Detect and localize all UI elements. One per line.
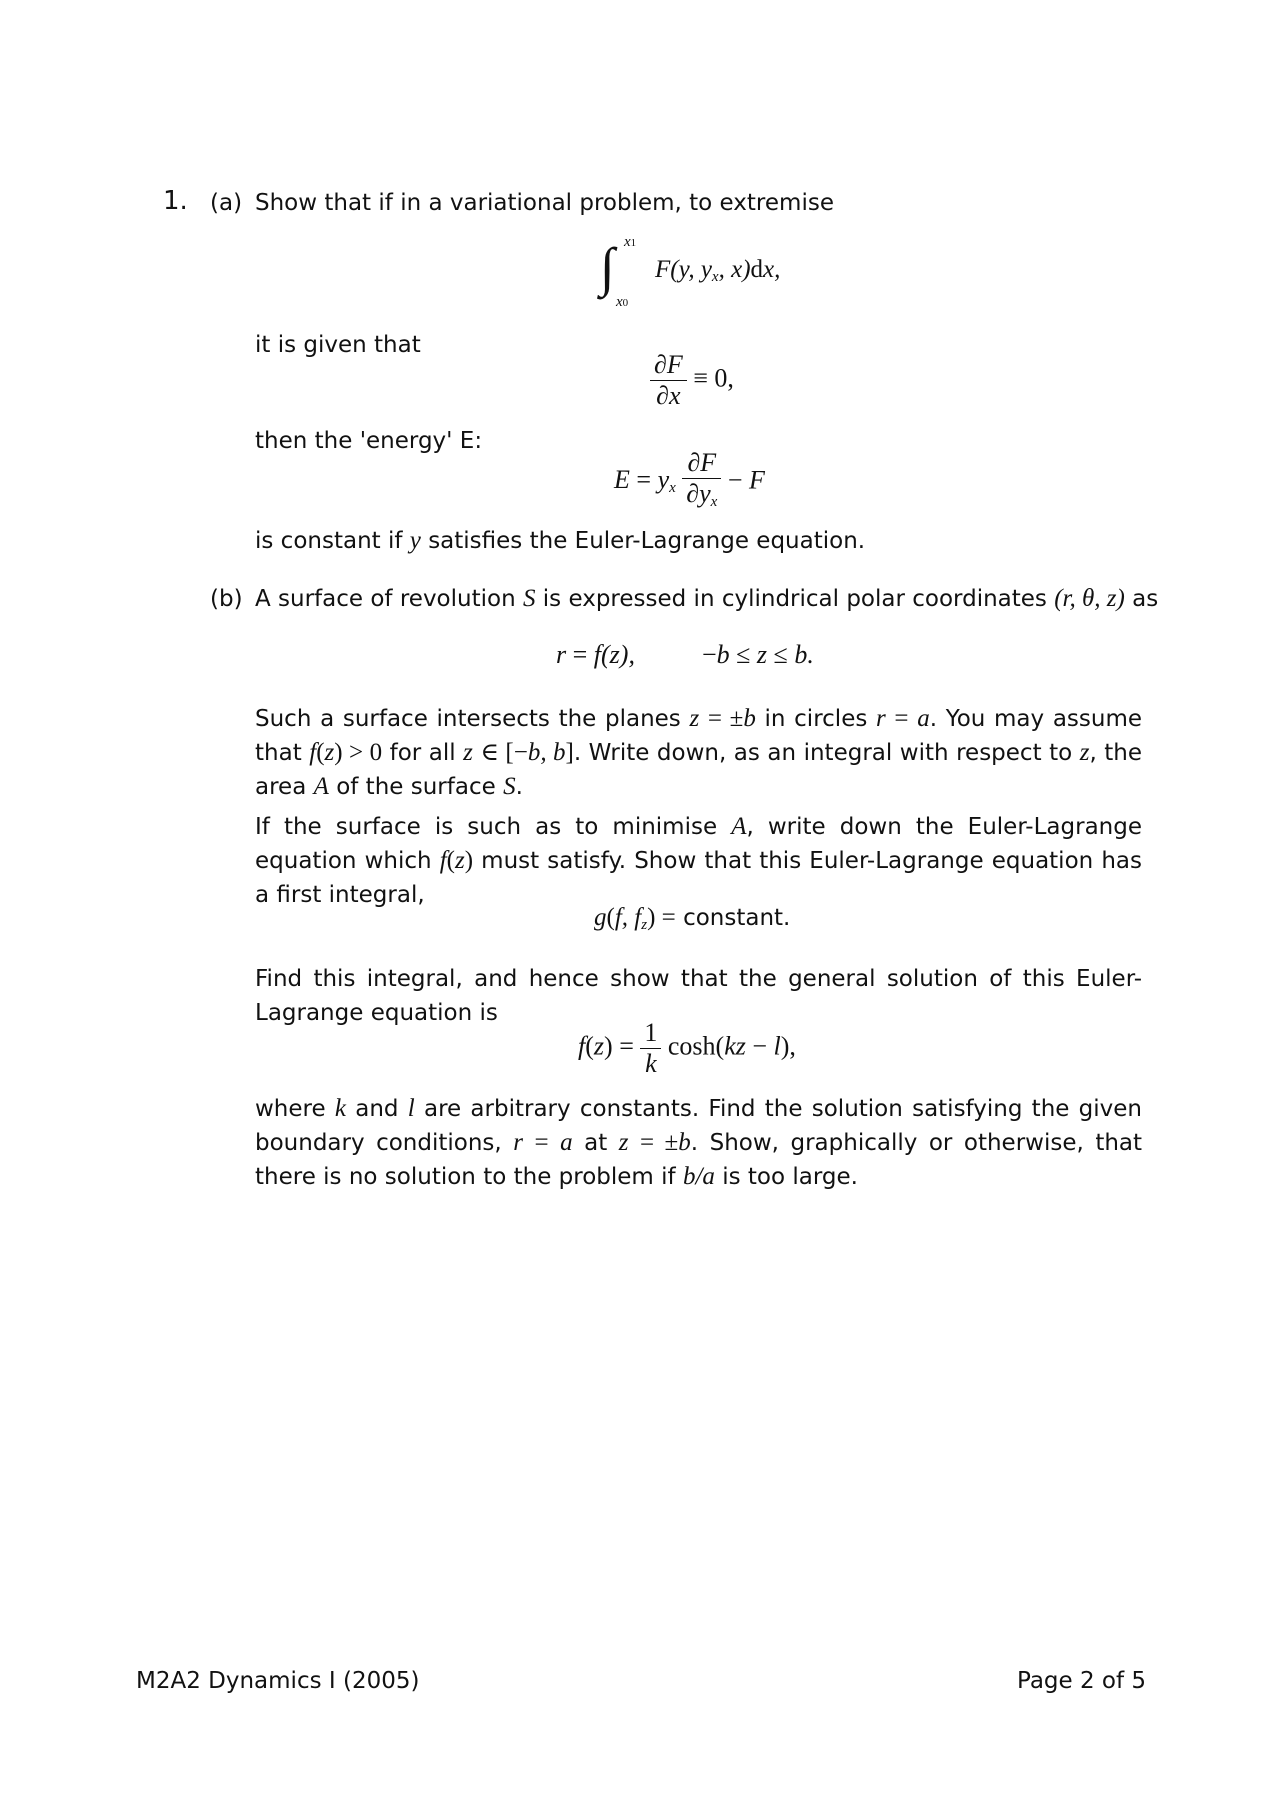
general-solution-denominator: k xyxy=(645,1049,657,1078)
general-solution-fraction xyxy=(640,1018,661,1079)
energy-rhs: − F xyxy=(727,465,765,495)
given-text: it is given that xyxy=(255,332,421,358)
part-b-label: (b) xyxy=(210,586,243,612)
question-number: 1. xyxy=(163,186,188,216)
part-b-intro: A surface of revolution S is expressed in cylindrical polar coordinates (r, θ, z) as xyxy=(255,585,1159,612)
integral-upper-limit: x1 xyxy=(624,234,637,250)
energy-numerator: ∂F xyxy=(682,448,721,479)
general-solution-lhs: f(z) = xyxy=(578,1031,634,1061)
part-a-label: (a) xyxy=(210,190,243,216)
general-solution-numerator: 1 xyxy=(640,1018,661,1049)
paragraph-1: Such a surface intersects the planes z = ±b in circles r = a. You may assume that f(z) > 0 for all z ∈ [−b, b]. Write down, as an integral with respect to z, the area A of the surface S. xyxy=(255,705,1143,800)
surface-equation-right: −b ≤ z ≤ b. xyxy=(701,640,814,669)
energy-fraction xyxy=(682,448,721,517)
paragraph-3: Find this integral, and hence show that the general solution of this Euler-Lagrange equation is xyxy=(255,966,1142,1026)
partial-x-fraction xyxy=(650,350,687,411)
first-integral-equation: g(f, $f_z$) = constant. xyxy=(594,904,791,933)
general-solution-rhs: cosh(kz − l), xyxy=(667,1031,796,1061)
partial-x-denominator: ∂x xyxy=(656,381,681,410)
energy-text: then the 'energy' E: xyxy=(255,428,483,454)
energy-denominator: $\partial y_x$ xyxy=(686,479,718,510)
integral-integrand: F(y, $y_x$, x)dx, xyxy=(655,256,781,285)
footer-page-number: Page 2 of 5 xyxy=(1017,1668,1147,1694)
energy-lhs: $E = y_x$ xyxy=(614,465,676,497)
partial-x-numerator: ∂F xyxy=(650,350,687,381)
paragraph-2: If the surface is such as to minimise A, write down the Euler-Lagrange equation which f(z) must satisfy. Show that this Euler-Lagrange equation has a first integral, xyxy=(255,813,1142,908)
integral-lower-limit: x0 xyxy=(616,294,629,310)
general-solution-equation xyxy=(578,1018,796,1079)
surface-equation xyxy=(556,640,814,670)
partial-x-rhs: ≡ 0, xyxy=(693,363,734,393)
part-a-intro: Show that if in a variational problem, to extremise xyxy=(255,190,834,216)
footer-course: M2A2 Dynamics I (2005) xyxy=(136,1668,420,1694)
paragraph-4: where k and l are arbitrary constants. Find the solution satisfying the given boundary conditions, r = a at z = ±b. Show, graphically or otherwise, that there is no solution to the problem if b/a is too large. xyxy=(255,1095,1143,1190)
surface-equation-left: r = f(z), xyxy=(556,640,635,669)
integral-sign: ∫ xyxy=(600,237,615,297)
part-a-conclusion: is constant if y satisfies the Euler-Lagrange equation. xyxy=(255,527,866,554)
energy-equation xyxy=(614,448,765,517)
partial-x-equation xyxy=(650,350,734,411)
